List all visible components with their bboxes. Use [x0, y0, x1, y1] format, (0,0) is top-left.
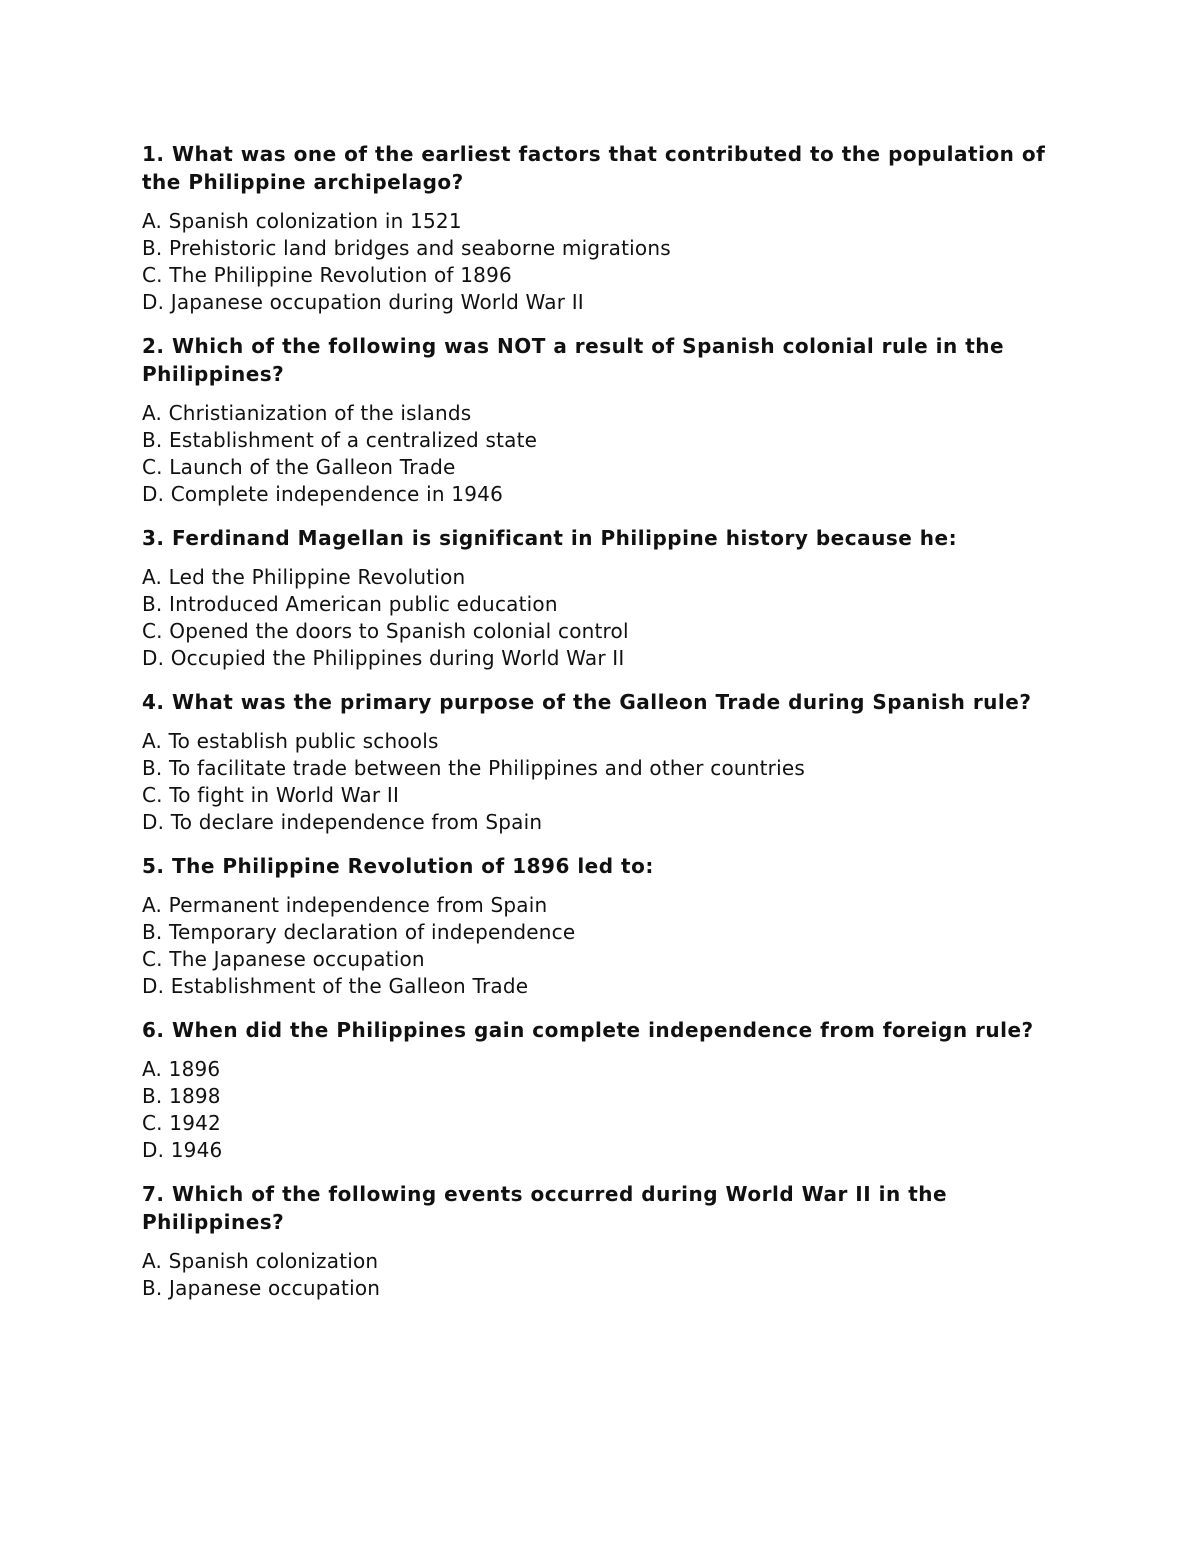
- answer-options: [142, 728, 1062, 836]
- document-page: [142, 140, 1062, 1318]
- question-7: [142, 1180, 1062, 1302]
- answer-option: C. Opened the doors to Spanish colonial control: [142, 619, 629, 643]
- answer-option: D. Japanese occupation during World War II: [142, 290, 584, 314]
- answer-options: [142, 1056, 1062, 1164]
- question-text: 4. What was the primary purpose of the Galleon Trade during Spanish rule?: [142, 690, 1032, 714]
- answer-options: [142, 892, 1062, 1000]
- question-6: [142, 1016, 1062, 1164]
- question-5: [142, 852, 1062, 1000]
- answer-option: A. Christianization of the islands: [142, 401, 472, 425]
- answer-option: B. Prehistoric land bridges and seaborne migrations: [142, 236, 671, 260]
- answer-option: D. Occupied the Philippines during World War II: [142, 646, 625, 670]
- question-2: [142, 332, 1062, 508]
- answer-option: C. The Philippine Revolution of 1896: [142, 263, 512, 287]
- question-4: [142, 688, 1062, 836]
- question-text: 2. Which of the following was NOT a result of Spanish colonial rule in the Philippines?: [142, 334, 1005, 386]
- answer-option: C. The Japanese occupation: [142, 947, 425, 971]
- answer-option: A. 1896: [142, 1057, 221, 1081]
- answer-option: D. Complete independence in 1946: [142, 482, 503, 506]
- answer-option: C. Launch of the Galleon Trade: [142, 455, 456, 479]
- question-text: 5. The Philippine Revolution of 1896 led to:: [142, 854, 654, 878]
- answer-option: A. Spanish colonization: [142, 1249, 379, 1273]
- answer-option: B. To facilitate trade between the Philippines and other countries: [142, 756, 805, 780]
- answer-option: A. To establish public schools: [142, 729, 439, 753]
- answer-option: C. To fight in World War II: [142, 783, 400, 807]
- answer-option: B. Japanese occupation: [142, 1276, 381, 1300]
- question-1: [142, 140, 1062, 316]
- answer-option: B. 1898: [142, 1084, 221, 1108]
- answer-options: [142, 208, 1062, 316]
- answer-option: B. Establishment of a centralized state: [142, 428, 538, 452]
- answer-option: B. Introduced American public education: [142, 592, 558, 616]
- answer-options: [142, 564, 1062, 672]
- answer-options: [142, 1248, 1062, 1302]
- answer-option: A. Permanent independence from Spain: [142, 893, 548, 917]
- answer-options: [142, 400, 1062, 508]
- answer-option: A. Spanish colonization in 1521: [142, 209, 462, 233]
- question-text: 3. Ferdinand Magellan is significant in Philippine history because he:: [142, 526, 958, 550]
- question-text: 6. When did the Philippines gain complete independence from foreign rule?: [142, 1018, 1034, 1042]
- question-3: [142, 524, 1062, 672]
- answer-option: A. Led the Philippine Revolution: [142, 565, 466, 589]
- question-text: 1. What was one of the earliest factors that contributed to the population of the Philippine archipelago?: [142, 142, 1046, 194]
- answer-option: D. 1946: [142, 1138, 223, 1162]
- answer-option: B. Temporary declaration of independence: [142, 920, 576, 944]
- answer-option: D. To declare independence from Spain: [142, 810, 543, 834]
- question-text: 7. Which of the following events occurred during World War II in the Philippines?: [142, 1182, 948, 1234]
- answer-option: D. Establishment of the Galleon Trade: [142, 974, 529, 998]
- answer-option: C. 1942: [142, 1111, 221, 1135]
